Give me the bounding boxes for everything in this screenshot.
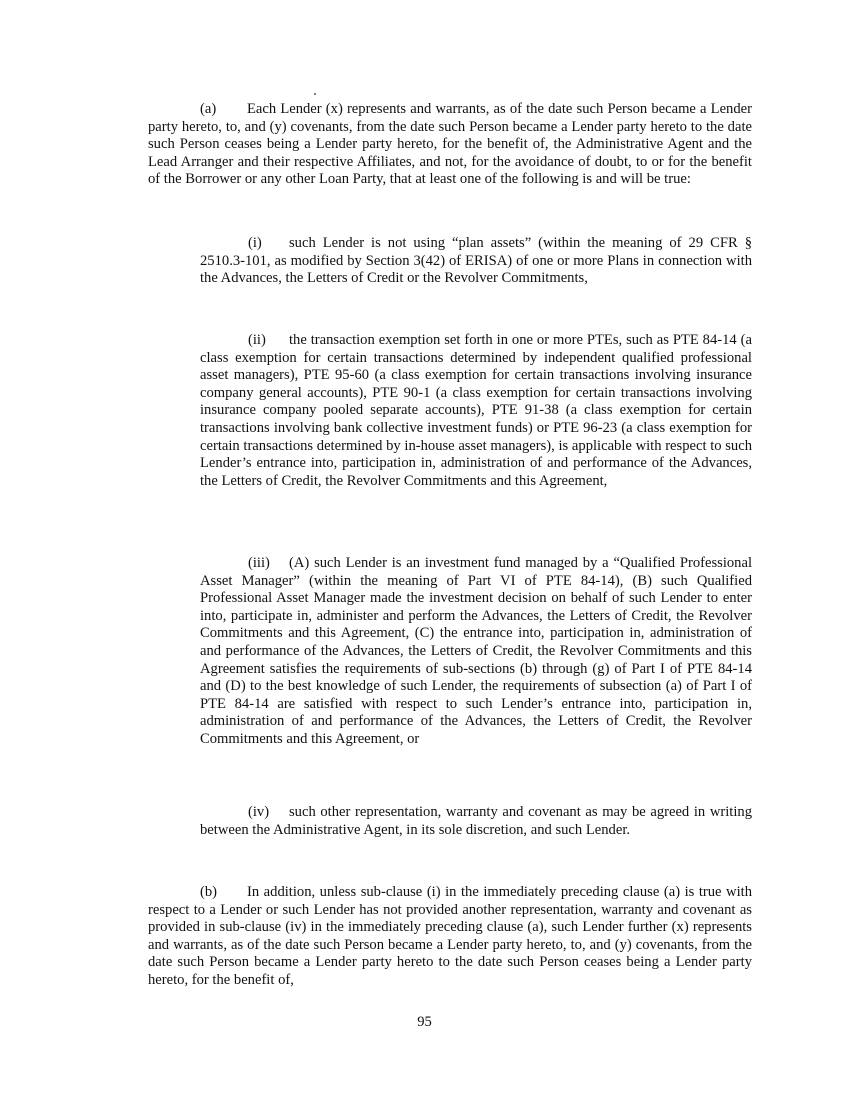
paragraph-b-text: In addition, unless sub-clause (i) in the immediately preceding clause (a) is true with respect to a Lender or such Lender has not provided another representation, warranty and covenant as provided in sub-clause (iv) in the immediately preceding clause (a), such Lender further (x) represents and warrants, as of the date such Person became a Lender party hereto, to, and (y) covenants, from the date such Person became a Lender party hereto to the date such Person ceases being a Lender party hereto, for the benefit of, bbox=[148, 884, 752, 988]
paragraph-b-label: (b) bbox=[200, 884, 218, 900]
subclause-ii-label: (ii) bbox=[248, 332, 266, 348]
paragraph-a-text: Each Lender (x) represents and warrants, as of the date such Person became a Lender party hereto, to, and (y) covenants, from the date such Person became a Lender party hereto to the date such Person ceases being a Lender party hereto, for the benefit of, the Administrative Agent and the Lead Arranger and their respective Affiliates, and not, for the avoidance of doubt, to or for the benefit of the Borrower or any other Loan Party, that at least one of the following is and will be true: bbox=[148, 101, 752, 188]
subclause-i-label: (i) bbox=[248, 235, 262, 251]
subclause-ii-text: the transaction exemption set forth in one or more PTEs, such as PTE 84-14 (a class exemption for certain transactions determined by independent qualified professional asset managers), PTE 95-60 (a class exemption for certain transactions involving insurance company general accounts), PTE 90-1 (a class exemption for certain transactions involving insurance company pooled separate accounts), PTE 91-38 (a class exemption for certain transactions involving bank collective investment funds) or PTE 96-23 (a class exemption for certain transactions determined by in-house asset managers), is applicable with respect to such Lender’s entrance into, participation in, administration of and performance of the Advances, the Letters of Credit, the Revolver Commitments and this Agreement, bbox=[200, 332, 752, 489]
subclause-i-text: such Lender is not using “plan assets” (within the meaning of 29 CFR § 2510.3-101, as modified by Section 3(42) of ERISA) of one or more Plans in connection with the Advances, the Letters of Credit or the Revolver Commitments, bbox=[200, 235, 752, 287]
subclause-iii-label: (iii) bbox=[248, 555, 270, 571]
paragraph-b bbox=[148, 884, 752, 990]
scan-speck bbox=[314, 93, 316, 95]
paragraph-a-label: (a) bbox=[200, 101, 217, 117]
subclause-iv bbox=[200, 804, 752, 839]
subclause-iv-text: such other representation, warranty and covenant as may be agreed in writing between the Administrative Agent, in its sole discretion, and such Lender. bbox=[200, 804, 752, 838]
subclause-i bbox=[200, 235, 752, 288]
subclause-ii bbox=[200, 332, 752, 490]
paragraph-a bbox=[148, 101, 752, 189]
subclause-iii-text: (A) such Lender is an investment fund managed by a “Qualified Professional Asset Manager” (within the meaning of Part VI of PTE 84-14), (B) such Qualified Professional Asset Manager made the investment decision on behalf of such Lender to enter into, participate in, administer and perform the Advances, the Letters of Credit, the Revolver Commitments and this Agreement, (C) the entrance into, participation in, administration of and performance of the Advances, the Letters of Credit, the Revolver Commitments and this Agreement satisfies the requirements of sub-sections (b) through (g) of Part I of PTE 84-14 and (D) to the best knowledge of such Lender, the requirements of subsection (a) of Part I of PTE 84-14 are satisfied with respect to such Lender’s entrance into, participation in, administration of and performance of the Advances, the Letters of Credit, the Revolver Commitments and this Agreement, or bbox=[200, 555, 752, 747]
page-number: 95 bbox=[417, 1014, 432, 1030]
subclause-iii bbox=[200, 555, 752, 749]
subclause-iv-label: (iv) bbox=[248, 804, 270, 820]
